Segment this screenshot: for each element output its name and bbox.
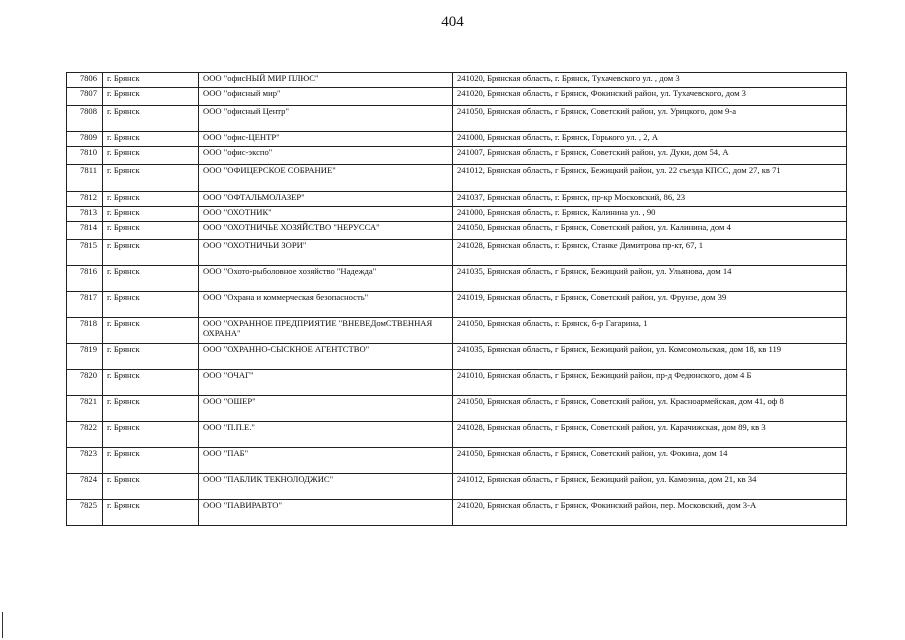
row-number: 7811: [67, 165, 103, 192]
row-number: 7812: [67, 192, 103, 207]
table-row: [67, 132, 847, 147]
organization-cell: ООО "П.П.Е.": [199, 422, 453, 448]
city-cell: г. Брянск: [103, 88, 199, 106]
table-row: [67, 207, 847, 222]
city-cell: г. Брянск: [103, 207, 199, 222]
organization-cell: ООО "ПАВИРАВТО": [199, 500, 453, 526]
row-number: 7819: [67, 344, 103, 370]
page-number: 404: [441, 14, 464, 30]
city-cell: г. Брянск: [103, 474, 199, 500]
table-row: [67, 192, 847, 207]
city-cell: г. Брянск: [103, 344, 199, 370]
address-cell: 241000, Брянская область, г. Брянск, Калинина ул. , 90: [453, 207, 847, 222]
city-cell: г. Брянск: [103, 500, 199, 526]
city-cell: г. Брянск: [103, 147, 199, 165]
row-number: 7823: [67, 448, 103, 474]
row-number: 7807: [67, 88, 103, 106]
organization-cell: ООО "ПАБЛИК ТЕКНОЛОДЖИС": [199, 474, 453, 500]
city-cell: г. Брянск: [103, 132, 199, 147]
address-cell: 241050, Брянская область, г. Брянск, б-р Гагарина, 1: [453, 318, 847, 344]
address-cell: 241000, Брянская область, г. Брянск, Горького ул. , 2, А: [453, 132, 847, 147]
address-cell: 241037, Брянская область, г. Брянск, пр-кр Московский, 86, 23: [453, 192, 847, 207]
row-number: 7822: [67, 422, 103, 448]
table-row: [67, 73, 847, 88]
row-number: 7806: [67, 73, 103, 88]
address-cell: 241050, Брянская область, г Брянск, Советский район, ул. Урицкого, дом 9-а: [453, 106, 847, 132]
row-number: 7810: [67, 147, 103, 165]
city-cell: г. Брянск: [103, 370, 199, 396]
city-cell: г. Брянск: [103, 73, 199, 88]
organization-cell: ООО "Охрана и коммерческая безопасность": [199, 292, 453, 318]
organization-cell: ООО "ОФТАЛЬМОЛАЗЕР": [199, 192, 453, 207]
table-row: [67, 240, 847, 266]
city-cell: г. Брянск: [103, 106, 199, 132]
city-cell: г. Брянск: [103, 240, 199, 266]
address-cell: 241020, Брянская область, г Брянск, Фокинский район, ул. Тухачевского, дом 3: [453, 88, 847, 106]
city-cell: г. Брянск: [103, 422, 199, 448]
city-cell: г. Брянск: [103, 192, 199, 207]
registry-rows: [67, 73, 847, 526]
organization-cell: ООО "ОЧАГ": [199, 370, 453, 396]
organization-cell: ООО "ПАБ": [199, 448, 453, 474]
organization-cell: ООО "ОХОТНИЧЬИ ЗОРИ": [199, 240, 453, 266]
row-number: 7808: [67, 106, 103, 132]
row-number: 7820: [67, 370, 103, 396]
address-cell: 241007, Брянская область, г Брянск, Советский район, ул. Дуки, дом 54, А: [453, 147, 847, 165]
row-number: 7818: [67, 318, 103, 344]
organization-cell: ООО "офис-экспо": [199, 147, 453, 165]
city-cell: г. Брянск: [103, 266, 199, 292]
registry-table: [66, 72, 847, 526]
address-cell: 241035, Брянская область, г Брянск, Бежицкий район, ул. Комсомольская, дом 18, кв 119: [453, 344, 847, 370]
table-row: [67, 344, 847, 370]
address-cell: 241028, Брянская область, г. Брянск, Станке Димитрова пр-кт, 67, 1: [453, 240, 847, 266]
row-number: 7814: [67, 222, 103, 240]
table-row: [67, 106, 847, 132]
organization-cell: ООО "Охото-рыболовное хозяйство "Надежда": [199, 266, 453, 292]
organization-cell: ООО "ОХРАННО-СЫСКНОЕ АГЕНТСТВО": [199, 344, 453, 370]
organization-cell: ООО "ОХРАННОЕ ПРЕДПРИЯТИЕ "ВНЕВЕДомСТВЕННАЯ ОХРАНА": [199, 318, 453, 344]
organization-cell: ООО "офисНЫЙ МИР ПЛЮС": [199, 73, 453, 88]
row-number: 7821: [67, 396, 103, 422]
row-number: 7815: [67, 240, 103, 266]
table-row: [67, 448, 847, 474]
organization-cell: ООО "ОФИЦЕРСКОЕ СОБРАНИЕ": [199, 165, 453, 192]
organization-cell: ООО "офисный Центр": [199, 106, 453, 132]
row-number: 7824: [67, 474, 103, 500]
table-row: [67, 422, 847, 448]
organization-cell: ООО "офисный мир": [199, 88, 453, 106]
row-number: 7825: [67, 500, 103, 526]
table-row: [67, 88, 847, 106]
organization-cell: ООО "ОШЕР": [199, 396, 453, 422]
row-number: 7809: [67, 132, 103, 147]
table-row: [67, 370, 847, 396]
address-cell: 241012, Брянская область, г Брянск, Бежицкий район, ул. Камозина, дом 21, кв 34: [453, 474, 847, 500]
address-cell: 241020, Брянская область, г. Брянск, Тухачевского ул. , дом 3: [453, 73, 847, 88]
table-row: [67, 292, 847, 318]
address-cell: 241035, Брянская область, г Брянск, Бежицкий район, ул. Ульянова, дом 14: [453, 266, 847, 292]
row-number: 7816: [67, 266, 103, 292]
city-cell: г. Брянск: [103, 318, 199, 344]
table-row: [67, 266, 847, 292]
address-cell: 241020, Брянская область, г Брянск, Фокинский район, пер. Московский, дом 3-А: [453, 500, 847, 526]
table-row: [67, 147, 847, 165]
table-row: [67, 474, 847, 500]
address-cell: 241019, Брянская область, г Брянск, Советский район, ул. Фрунзе, дом 39: [453, 292, 847, 318]
city-cell: г. Брянск: [103, 396, 199, 422]
organization-cell: ООО "ОХОТНИЧЬЕ ХОЗЯЙСТВО "НЕРУССА": [199, 222, 453, 240]
row-number: 7817: [67, 292, 103, 318]
address-cell: 241010, Брянская область, г Брянск, Бежицкий район, пр-д Федюнского, дом 4 Б: [453, 370, 847, 396]
address-cell: 241050, Брянская область, г Брянск, Советский район, ул. Фокина, дом 14: [453, 448, 847, 474]
address-cell: 241012, Брянская область, г Брянск, Бежицкий район, ул. 22 съезда КПСС, дом 27, кв 71: [453, 165, 847, 192]
table-row: [67, 500, 847, 526]
city-cell: г. Брянск: [103, 222, 199, 240]
city-cell: г. Брянск: [103, 165, 199, 192]
address-cell: 241028, Брянская область, г Брянск, Советский район, ул. Карачижская, дом 89, кв 3: [453, 422, 847, 448]
organization-cell: ООО "ОХОТНИК": [199, 207, 453, 222]
address-cell: 241050, Брянская область, г Брянск, Советский район, ул. Красноармейская, дом 41, оф 8: [453, 396, 847, 422]
row-number: 7813: [67, 207, 103, 222]
organization-cell: ООО "офис-ЦЕНТР": [199, 132, 453, 147]
city-cell: г. Брянск: [103, 448, 199, 474]
scan-edge-mark: [2, 612, 3, 638]
table-row: [67, 396, 847, 422]
table-row: [67, 222, 847, 240]
city-cell: г. Брянск: [103, 292, 199, 318]
address-cell: 241050, Брянская область, г Брянск, Советский район, ул. Калинина, дом 4: [453, 222, 847, 240]
table-row: [67, 165, 847, 192]
table-row: [67, 318, 847, 344]
